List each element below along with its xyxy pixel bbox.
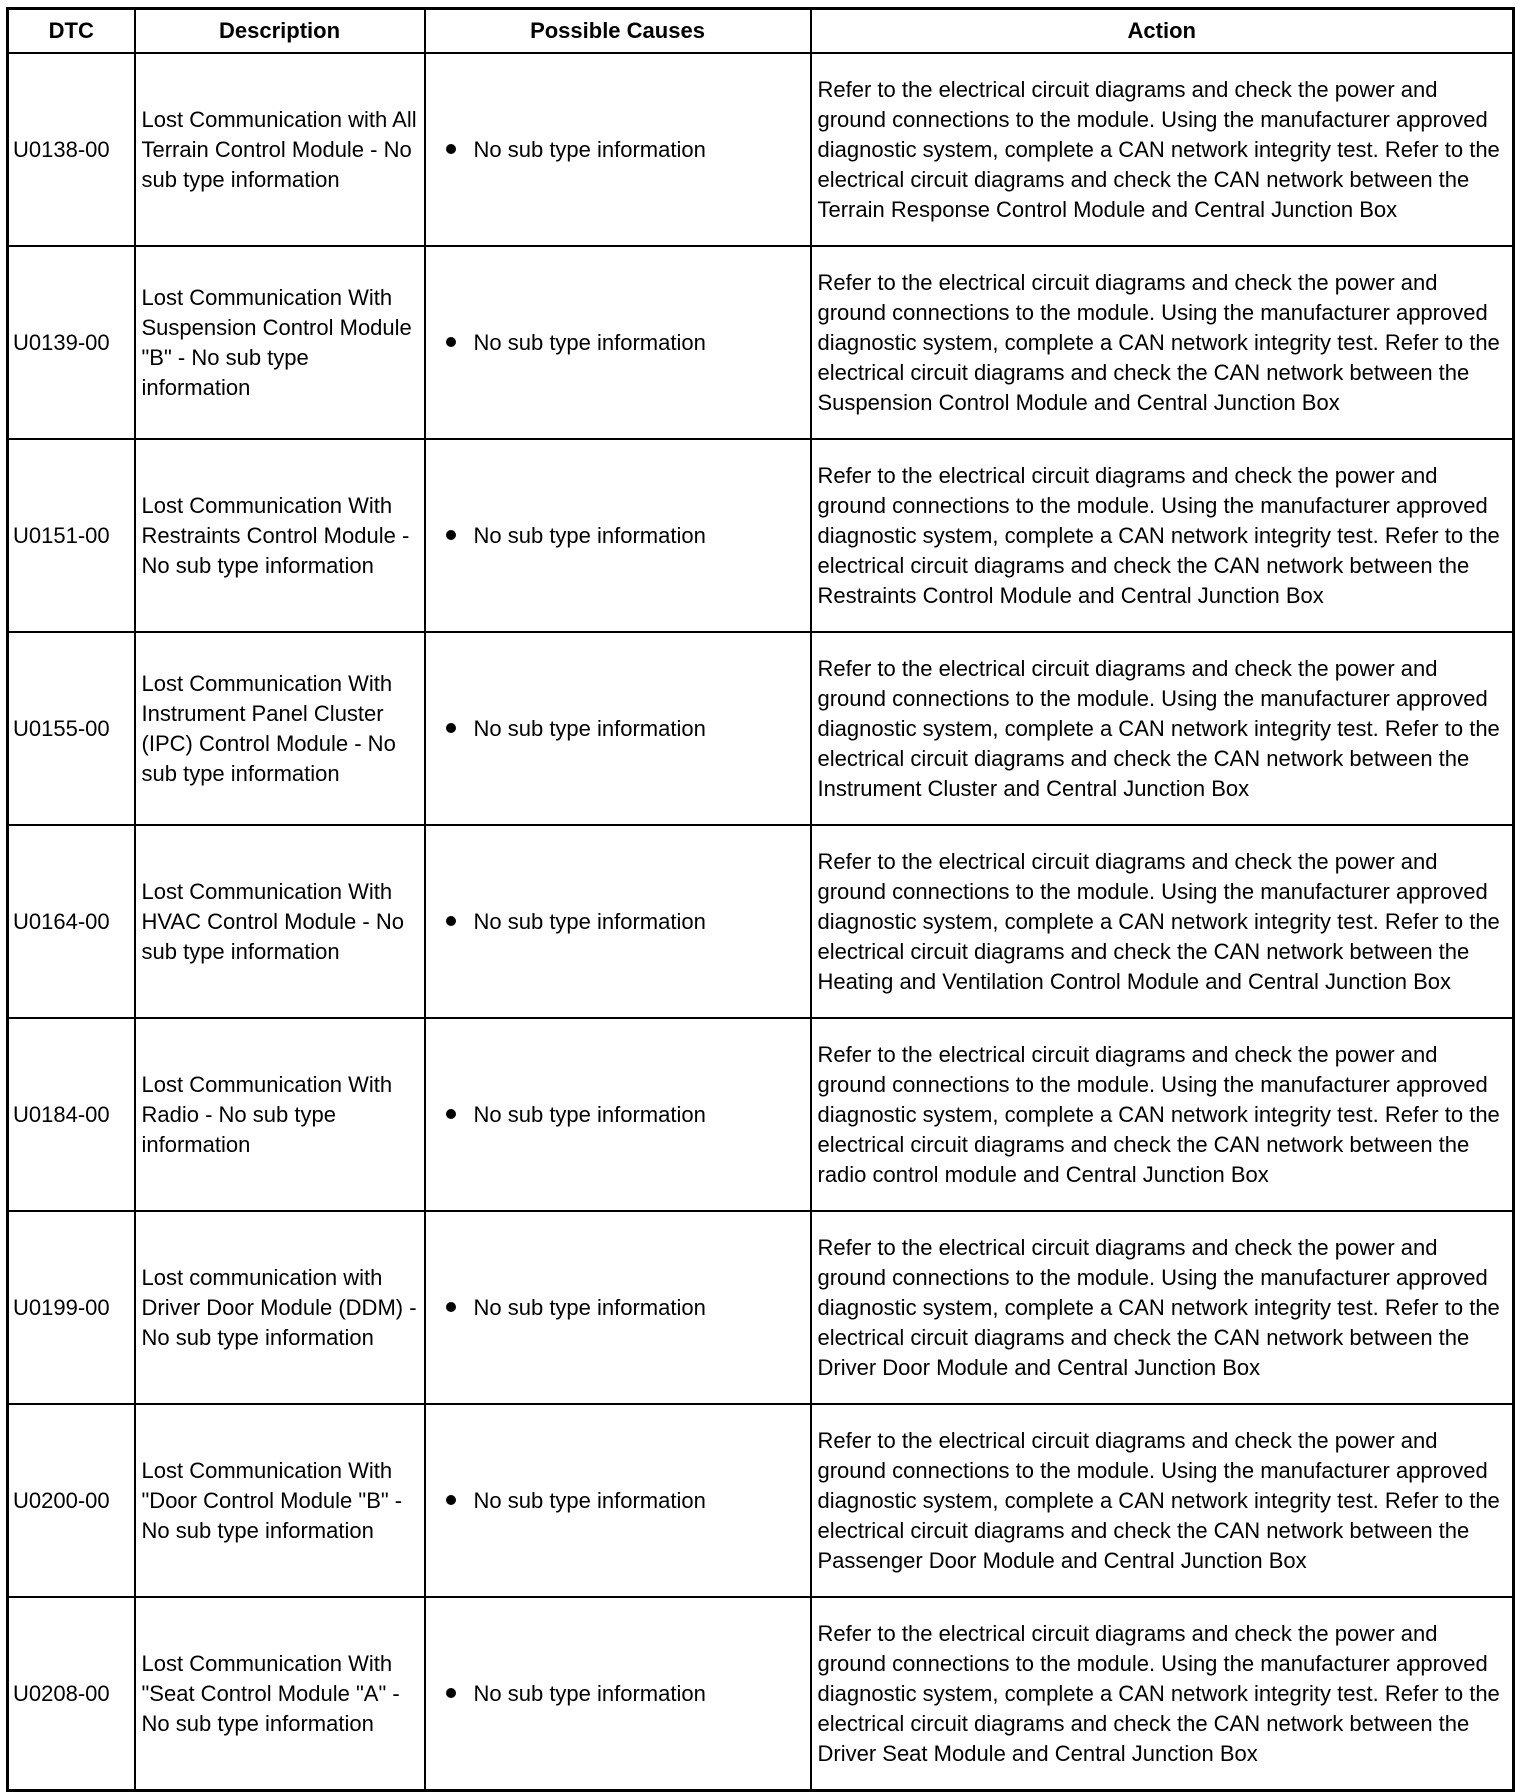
possible-causes-cell [425,1404,811,1597]
table-row [8,1597,1514,1791]
bullet-icon [446,1109,456,1119]
action-cell: Refer to the electrical circuit diagrams and check the power and ground connections to the module. Using the manufacturer approved diagnostic system, complete a CAN network integrity test. Refer to the electrical circuit diagrams and check the CAN network between the Passenger Door Module and Central Junction Box [811,1404,1514,1597]
cause-text: No sub type information [473,1101,706,1127]
bullet-icon [446,1495,456,1505]
description-cell: Lost Communication With Instrument Panel Cluster (IPC) Control Module - No sub type information [135,632,425,825]
dtc-code: U0199-00 [8,1211,135,1404]
action-cell: Refer to the electrical circuit diagrams and check the power and ground connections to the module. Using the manufacturer approved diagnostic system, complete a CAN network integrity test. Refer to the electrical circuit diagrams and check the CAN network between the Suspension Control Module and Central Junction Box [811,246,1514,439]
table-row [8,825,1514,1018]
description-cell: Lost Communication With Radio - No sub type information [135,1018,425,1211]
possible-causes-cell [425,1211,811,1404]
table-row [8,632,1514,825]
dtc-code: U0200-00 [8,1404,135,1597]
description-cell: Lost Communication With HVAC Control Module - No sub type information [135,825,425,1018]
cause-text: No sub type information [473,136,706,162]
bullet-icon [446,144,456,154]
dtc-code: U0164-00 [8,825,135,1018]
possible-causes-cell [425,1018,811,1211]
possible-causes-cell [425,825,811,1018]
header-description: Description [135,9,425,54]
header-row [8,9,1514,54]
description-cell: Lost communication with Driver Door Module (DDM) - No sub type information [135,1211,425,1404]
description-cell: Lost Communication With "Door Control Module "B" - No sub type information [135,1404,425,1597]
table-row [8,439,1514,632]
action-cell: Refer to the electrical circuit diagrams and check the power and ground connections to the module. Using the manufacturer approved diagnostic system, complete a CAN network integrity test. Refer to the electrical circuit diagrams and check the CAN network between the Restraints Control Module and Central Junction Box [811,439,1514,632]
header-action: Action [811,9,1514,54]
table-row [8,1404,1514,1597]
cause-text: No sub type information [473,715,706,741]
cause-text: No sub type information [473,1680,706,1706]
bullet-icon [446,723,456,733]
possible-causes-cell [425,1597,811,1791]
cause-text: No sub type information [473,522,706,548]
dtc-code: U0155-00 [8,632,135,825]
action-cell: Refer to the electrical circuit diagrams and check the power and ground connections to the module. Using the manufacturer approved diagnostic system, complete a CAN network integrity test. Refer to the electrical circuit diagrams and check the CAN network between the Heating and Ventilation Control Module and Central Junction Box [811,825,1514,1018]
table-row [8,1211,1514,1404]
possible-causes-cell [425,53,811,246]
possible-causes-cell [425,632,811,825]
action-cell: Refer to the electrical circuit diagrams and check the power and ground connections to the module. Using the manufacturer approved diagnostic system, complete a CAN network integrity test. Refer to the electrical circuit diagrams and check the CAN network between the radio control module and Central Junction Box [811,1018,1514,1211]
description-cell: Lost Communication With Restraints Control Module - No sub type information [135,439,425,632]
cause-text: No sub type information [473,908,706,934]
bullet-icon [446,1688,456,1698]
possible-causes-cell [425,439,811,632]
cause-text: No sub type information [473,329,706,355]
description-cell: Lost Communication With Suspension Control Module "B" - No sub type information [135,246,425,439]
dtc-code: U0151-00 [8,439,135,632]
bullet-icon [446,337,456,347]
header-dtc: DTC [8,9,135,54]
action-cell: Refer to the electrical circuit diagrams and check the power and ground connections to the module. Using the manufacturer approved diagnostic system, complete a CAN network integrity test. Refer to the electrical circuit diagrams and check the CAN network between the Instrument Cluster and Central Junction Box [811,632,1514,825]
action-cell: Refer to the electrical circuit diagrams and check the power and ground connections to the module. Using the manufacturer approved diagnostic system, complete a CAN network integrity test. Refer to the electrical circuit diagrams and check the CAN network between the Driver Seat Module and Central Junction Box [811,1597,1514,1791]
action-cell: Refer to the electrical circuit diagrams and check the power and ground connections to the module. Using the manufacturer approved diagnostic system, complete a CAN network integrity test. Refer to the electrical circuit diagrams and check the CAN network between the Terrain Response Control Module and Central Junction Box [811,53,1514,246]
table-row [8,53,1514,246]
bullet-icon [446,916,456,926]
bullet-icon [446,530,456,540]
dtc-code: U0184-00 [8,1018,135,1211]
table-row [8,246,1514,439]
cause-text: No sub type information [473,1294,706,1320]
cause-text: No sub type information [473,1487,706,1513]
dtc-table [6,7,1515,1792]
description-cell: Lost Communication with All Terrain Control Module - No sub type information [135,53,425,246]
description-cell: Lost Communication With "Seat Control Module "A" - No sub type information [135,1597,425,1791]
table-row [8,1018,1514,1211]
dtc-code: U0138-00 [8,53,135,246]
possible-causes-cell [425,246,811,439]
dtc-code: U0208-00 [8,1597,135,1791]
bullet-icon [446,1302,456,1312]
action-cell: Refer to the electrical circuit diagrams and check the power and ground connections to the module. Using the manufacturer approved diagnostic system, complete a CAN network integrity test. Refer to the electrical circuit diagrams and check the CAN network between the Driver Door Module and Central Junction Box [811,1211,1514,1404]
header-possible-causes: Possible Causes [425,9,811,54]
dtc-code: U0139-00 [8,246,135,439]
